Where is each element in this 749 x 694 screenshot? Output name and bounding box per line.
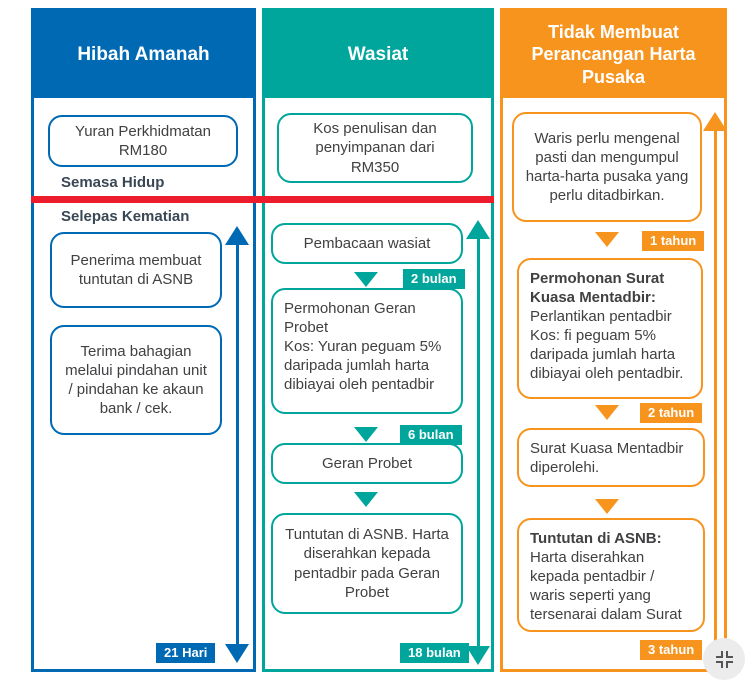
life-death-divider-line (31, 196, 494, 203)
duration-badge-2-tahun: 2 tahun (640, 403, 702, 423)
down-triangle-icon (595, 405, 619, 420)
wasiat-probate-application-box (271, 288, 463, 414)
probate-application-line2: Kos: Yuran peguam 5% daripada jumlah harta dibiayai oleh pentadbir (284, 338, 442, 394)
wasiat-claim-box: Tuntutan di ASNB. Harta diserahkan kepada pentadbir pada Geran Probet (271, 513, 463, 614)
heirs-identify-assets-box: Waris perlu mengenal pasti dan mengumpul harta-harta pusaka yang perlu ditadbirkan. (512, 112, 702, 222)
compress-icon (716, 651, 733, 668)
column-wasiat (262, 8, 494, 672)
down-triangle-icon (354, 272, 378, 287)
timeline-arrow-line (236, 243, 239, 646)
letter-of-administration-obtained-box: Surat Kuasa Mentadbir diperolehi. (517, 428, 705, 487)
phase-label-death: Selepas Kematian (61, 208, 190, 225)
hibah-claim-box: Penerima membuat tuntutan di ASNB (50, 232, 222, 308)
compress-button[interactable] (703, 638, 745, 680)
column-no-planning-header: Tidak Membuat Perancangan Harta Pusaka (503, 11, 724, 98)
timeline-arrowhead-down-icon (466, 646, 490, 665)
duration-badge-6-bulan: 6 bulan (400, 425, 462, 445)
wasiat-reading-box: Pembacaan wasiat (271, 223, 463, 264)
loa-application-title: Permohonan Surat Kuasa Mentadbir: (530, 270, 665, 307)
down-triangle-icon (354, 427, 378, 442)
duration-badge-3-tahun: 3 tahun (640, 640, 702, 660)
duration-badge-18-bulan: 18 bulan (400, 643, 469, 663)
duration-badge-1-tahun: 1 tahun (642, 231, 704, 251)
no-planning-claim-box (517, 518, 705, 632)
down-triangle-icon (354, 492, 378, 507)
column-hibah-amanah-header: Hibah Amanah (34, 11, 253, 98)
timeline-arrow-line (477, 237, 480, 648)
column-wasiat-header: Wasiat (265, 11, 491, 98)
timeline-arrow-line (714, 129, 717, 655)
column-hibah-amanah (31, 8, 256, 672)
probate-application-line1: Permohonan Geran Probet (284, 300, 416, 337)
column-no-estate-planning (500, 8, 727, 672)
down-triangle-icon (595, 499, 619, 514)
phase-label-alive: Semasa Hidup (61, 174, 165, 191)
duration-badge-2-bulan: 2 bulan (403, 269, 465, 289)
timeline-arrowhead-down-icon (225, 644, 249, 663)
loa-application-body: Perlantikan pentadbir Kos: fi peguam 5% daripada jumlah harta dibiayai oleh pentadbir. (530, 308, 684, 383)
hibah-fee-box: Yuran Perkhidmatan RM180 (48, 115, 238, 167)
wasiat-grant-box: Geran Probet (271, 443, 463, 484)
hibah-receive-box: Terima bahagian melalui pindahan unit / pindahan ke akaun bank / cek. (50, 325, 222, 435)
no-planning-claim-title: Tuntutan di ASNB: (530, 530, 662, 547)
duration-badge-21-hari: 21 Hari (156, 643, 215, 663)
down-triangle-icon (595, 232, 619, 247)
no-planning-claim-body: Harta diserahkan kepada pentadbir / waris seperti yang tersenarai dalam Surat (530, 549, 682, 624)
wasiat-cost-box: Kos penulisan dan penyimpanan dari RM350 (277, 113, 473, 183)
letter-of-administration-application-box (517, 258, 703, 399)
